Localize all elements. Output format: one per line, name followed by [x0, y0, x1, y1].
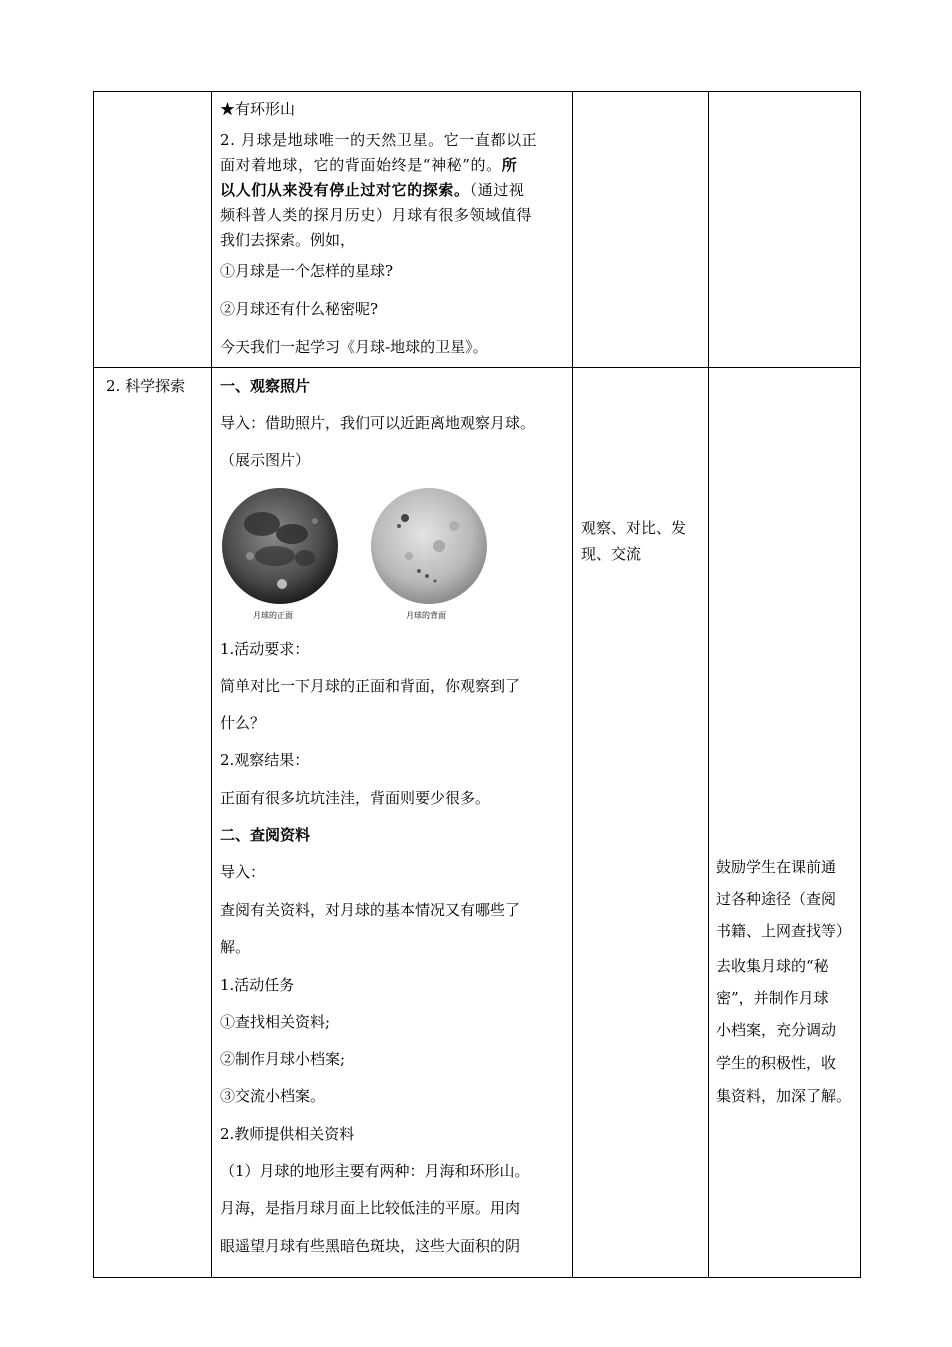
- note-text: 小档案，充分调动: [716, 1021, 837, 1039]
- text-line: 月海，是指月球月面上比较低洼的平原。用肉: [220, 1199, 521, 1217]
- text-line: （1）月球的地形主要有两种：月海和环形山。: [220, 1162, 530, 1180]
- note-text: 书籍、上网查找等）: [716, 922, 852, 940]
- text-line: ②制作月球小档案;: [220, 1050, 346, 1068]
- column-divider: [708, 92, 709, 1277]
- method-text: 现、交流: [581, 545, 642, 563]
- step-label: 2. 科学探索: [106, 377, 186, 395]
- column-divider: [572, 92, 573, 1277]
- section-title: 一、观察照片: [220, 377, 311, 395]
- text-line: 正面有很多坑坑洼洼，背面则要少很多。: [220, 789, 491, 807]
- question-2: ②月球还有什么秘密呢?: [220, 300, 379, 318]
- text-line: 我们去探索。例如，: [220, 231, 356, 249]
- question-1: ①月球是一个怎样的星球?: [220, 262, 394, 280]
- bold-text: 以人们从来没有停止过对它的探索。: [220, 181, 470, 199]
- method-text: 观察、对比、发: [581, 519, 687, 537]
- text-line: 1.活动任务: [220, 976, 295, 994]
- text-line: （展示图片）: [220, 451, 311, 469]
- text-line: 2. 月球是地球唯一的天然卫星。它一直都以正: [220, 131, 538, 149]
- text-line: 2.教师提供相关资料: [220, 1125, 355, 1143]
- text-line: 2.观察结果：: [220, 751, 310, 769]
- note-text: 集资料，加深了解。: [716, 1087, 852, 1105]
- note-text: 密”，并制作月球: [716, 989, 829, 1007]
- text-line: 解。: [220, 938, 251, 956]
- section-title: 二、查阅资料: [220, 826, 311, 844]
- text-line: 1.活动要求：: [220, 640, 310, 658]
- text-line: 什么？: [220, 714, 266, 732]
- lesson-intro: 今天我们一起学习《月球-地球的卫星》。: [220, 338, 488, 356]
- text-line: 导入：: [220, 863, 266, 881]
- moon-front-image: [220, 486, 340, 606]
- note-text: 学生的积极性，收: [716, 1054, 837, 1072]
- text-line: 面对着地球，它的背面始终是“神秘”的。所: [220, 156, 518, 174]
- text-line: ③交流小档案。: [220, 1087, 326, 1105]
- text-line: 眼遥望月球有些黑暗色斑块，这些大面积的阴: [220, 1237, 521, 1255]
- text-line: ①查找相关资料;: [220, 1013, 331, 1031]
- moon-back-caption: 月球的背面: [406, 611, 446, 620]
- row-divider: [94, 367, 860, 368]
- text-line: 频科普人类的探月历史）月球有很多领域值得: [220, 206, 533, 224]
- bold-text: 所: [501, 156, 518, 174]
- text-line: 以人们从来没有停止过对它的探索。（通过视: [220, 181, 525, 199]
- note-text: 鼓励学生在课前通: [716, 858, 837, 876]
- note-text: 去收集月球的“秘: [716, 957, 829, 975]
- moon-back-image: [369, 486, 489, 606]
- text-line: 查阅有关资料，对月球的基本情况又有哪些了: [220, 901, 521, 919]
- note-text: 过各种途径（查阅: [716, 890, 837, 908]
- star-line: ★有环形山: [220, 100, 296, 118]
- moon-front-caption: 月球的正面: [253, 611, 293, 620]
- column-divider: [211, 92, 212, 1277]
- text-line: 简单对比一下月球的正面和背面，你观察到了: [220, 677, 521, 695]
- text-line: 导入：借助照片，我们可以近距离地观察月球。: [220, 414, 536, 432]
